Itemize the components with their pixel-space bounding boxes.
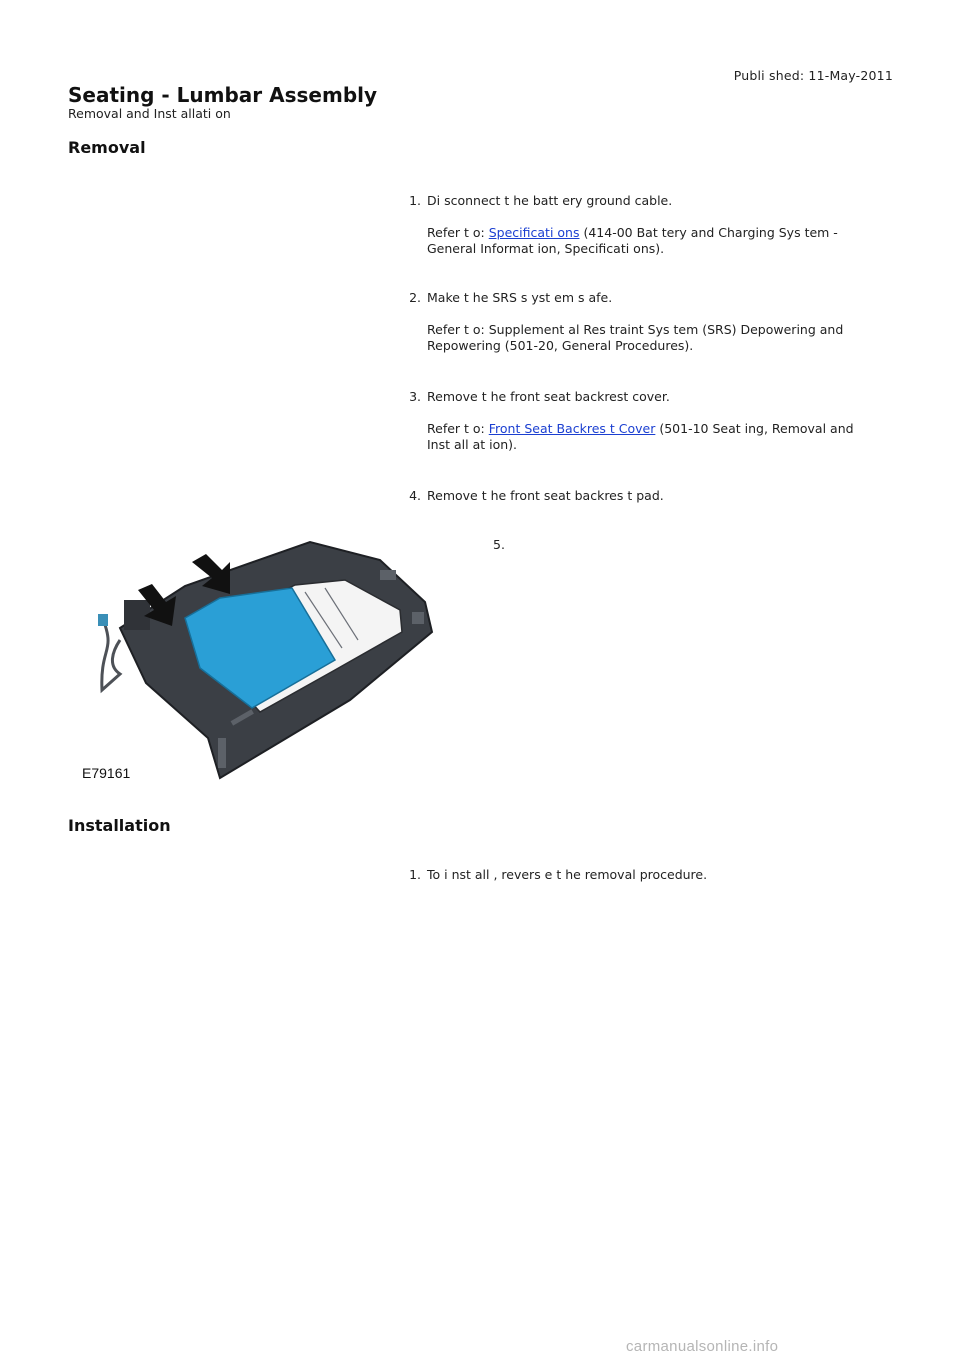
step-reference: Refer t o: Front Seat Backres t Cover (501-10 Seat ing, Removal and Inst all at ion). xyxy=(427,421,854,452)
installation-step-1 xyxy=(395,867,895,883)
step-number: 1. xyxy=(409,193,421,208)
installation-heading: Installation xyxy=(68,816,171,835)
watermark: carmanualsonline.info xyxy=(626,1338,779,1355)
figure-label: E79161 xyxy=(82,765,131,781)
lumbar-cable xyxy=(102,622,120,690)
published-date: Publi shed: 11-May-2011 xyxy=(733,68,893,83)
step-text: Di sconnect t he batt ery ground cable. xyxy=(427,193,673,208)
step-number: 1. xyxy=(409,867,421,882)
removal-step-2 xyxy=(395,290,895,354)
front-seat-backrest-cover-link[interactable]: Front Seat Backres t Cover xyxy=(488,421,656,436)
step-number: 2. xyxy=(409,290,421,305)
page-title: Seating - Lumbar Assembly xyxy=(68,83,378,107)
step-reference: Refer t o: Supplement al Res traint Sys tem (SRS) Depowering and Repowering (501-20, General Procedures). xyxy=(427,322,844,353)
step-number: 3. xyxy=(409,389,421,404)
step-reference: Refer t o: Specificati ons (414-00 Bat tery and Charging Sys tem - General Informat ion, Specificati ons). xyxy=(427,225,838,256)
cable-connector xyxy=(98,614,108,626)
step-text: Remove t he front seat backres t pad. xyxy=(427,488,664,503)
removal-step-3 xyxy=(395,389,895,453)
step-text: Make t he SRS s yst em s afe. xyxy=(427,290,613,305)
step-text: Remove t he front seat backrest cover. xyxy=(427,389,670,404)
step-number: 4. xyxy=(409,488,421,503)
specifications-link[interactable]: Specificati ons xyxy=(488,225,580,240)
removal-step-4 xyxy=(395,488,895,504)
page-subtitle: Removal and Inst allati on xyxy=(68,106,231,121)
removal-heading: Removal xyxy=(68,138,146,157)
figure-step-number: 5. xyxy=(493,537,505,552)
removal-step-1 xyxy=(395,193,895,257)
seat-frame-illustration xyxy=(80,540,450,785)
step-text: To i nst all , revers e t he removal procedure. xyxy=(427,867,708,882)
